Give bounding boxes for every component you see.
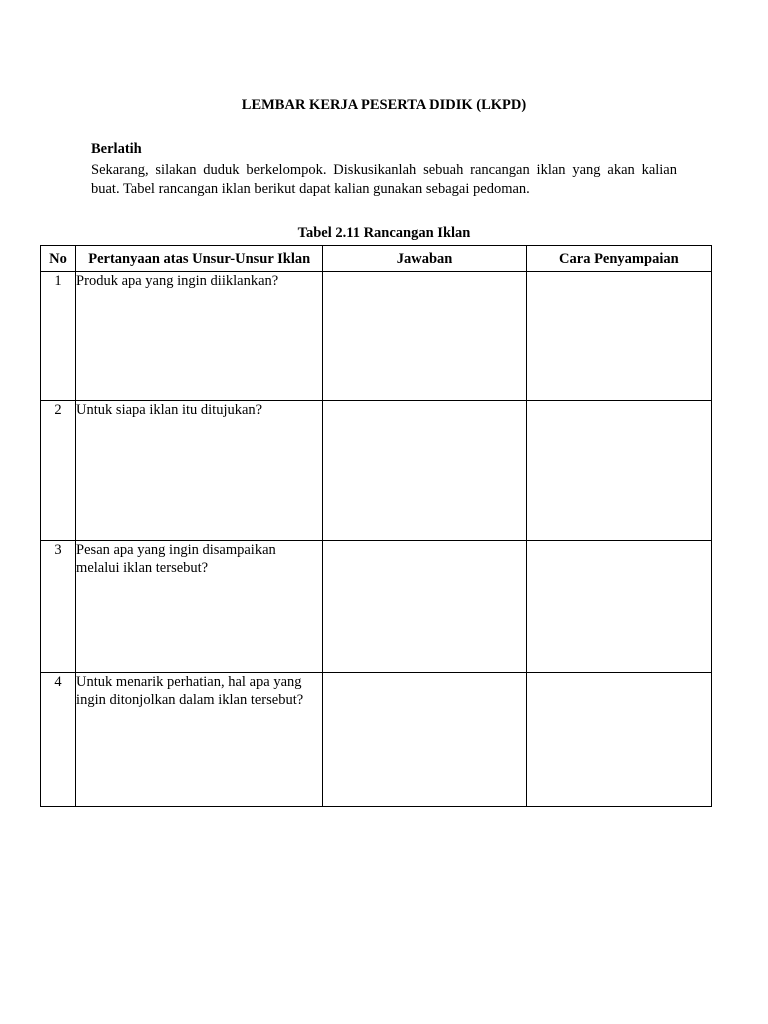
header-delivery: Cara Penyampaian — [526, 246, 711, 272]
header-question: Pertanyaan atas Unsur-Unsur Iklan — [76, 246, 323, 272]
question-cell: Produk apa yang ingin diiklankan? — [76, 272, 323, 401]
row-number: 3 — [41, 541, 76, 673]
header-answer: Jawaban — [323, 246, 526, 272]
table-row — [41, 673, 712, 807]
delivery-cell[interactable] — [526, 272, 711, 401]
section-heading: Berlatih — [91, 141, 142, 157]
table-row — [41, 401, 712, 541]
row-number: 1 — [41, 272, 76, 401]
delivery-cell[interactable] — [526, 401, 711, 541]
table-header-row — [41, 246, 712, 272]
header-no: No — [41, 246, 76, 272]
instructions-paragraph: Sekarang, silakan duduk berkelompok. Diskusikanlah sebuah rancangan iklan yang akan kalian buat. Tabel rancangan iklan berikut dapat kalian gunakan sebagai pedoman. — [91, 162, 677, 197]
answer-cell[interactable] — [323, 541, 526, 673]
question-cell: Untuk menarik perhatian, hal apa yang ingin ditonjolkan dalam iklan tersebut? — [76, 673, 323, 807]
answer-cell[interactable] — [323, 272, 526, 401]
table-caption: Tabel 2.11 Rancangan Iklan — [297, 225, 471, 241]
delivery-cell[interactable] — [526, 673, 711, 807]
delivery-cell[interactable] — [526, 541, 711, 673]
answer-cell[interactable] — [323, 401, 526, 541]
ad-plan-table — [40, 245, 712, 807]
table-row — [41, 272, 712, 401]
question-cell: Pesan apa yang ingin disampaikan melalui iklan tersebut? — [76, 541, 323, 673]
row-number: 4 — [41, 673, 76, 807]
question-cell: Untuk siapa iklan itu ditujukan? — [76, 401, 323, 541]
table-row — [41, 541, 712, 673]
document-title: LEMBAR KERJA PESERTA DIDIK (LKPD) — [241, 97, 527, 113]
row-number: 2 — [41, 401, 76, 541]
answer-cell[interactable] — [323, 673, 526, 807]
